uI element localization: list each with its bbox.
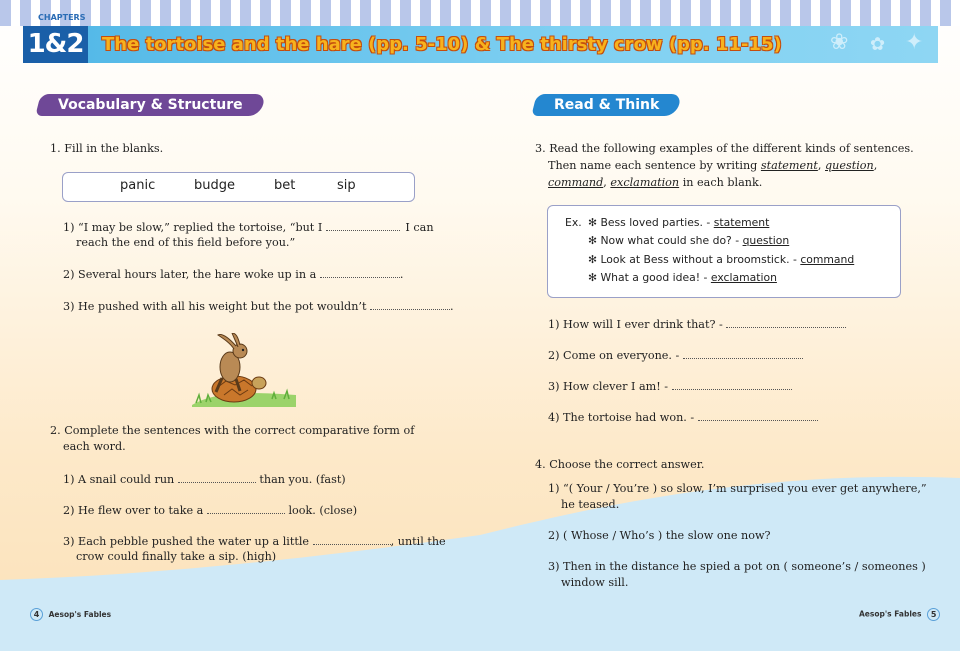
q3-item-1-blank[interactable] [726,316,846,328]
q1-prompt: 1. Fill in the blanks. [50,142,164,155]
example-kind: exclamation [710,271,777,284]
q1-item-2-blank[interactable] [320,266,400,278]
word-bank [62,172,415,202]
example-kind: command [800,253,855,266]
kind-question: question [825,159,874,172]
q3-item-2-text: 2) Come on everyone. - [548,349,680,362]
q1-item-3 [63,298,454,315]
section-vocabulary-label: Vocabulary & Structure [58,97,243,113]
q1-item-3-text: 3) He pushed with all his weight but the pot wouldn’t [63,300,367,313]
footer-book-title-left: Aesop's Fables [48,609,112,619]
q3-item-1 [548,316,846,333]
q1-item-1-text: 1) “I may be slow,” replied the tortoise, “but I [63,221,323,234]
q4-item-2[interactable]: 2) ( Whose / Who’s ) the slow one now? [548,529,771,542]
footer-left [30,608,111,621]
q2-item-3-cont: crow could finally take a sip. (high) [76,550,277,563]
kind-statement: statement [760,159,818,172]
q3-item-2 [548,347,803,364]
q3-line3-text: in each blank. [682,176,763,189]
page-number-right: 5 [927,608,940,621]
q2-item-2-text: 2) He flew over to take a [63,504,204,517]
q2-item-2-blank[interactable] [207,502,285,514]
q1-item-2-text: 2) Several hours later, the hare woke up in a [63,268,317,281]
q1-item-1-cont: reach the end of this field before you.” [76,236,296,249]
example-item: ✻ What a good idea! - exclamation [588,271,777,284]
example-sentence: What a good idea! - [600,271,708,284]
example-kind: question [742,234,790,247]
example-item: ✻ Bess loved parties. - statement [588,216,770,229]
example-kind: statement [713,216,770,229]
section-read-think [531,94,682,116]
q4-item-3-cont: window sill. [561,576,629,589]
q2-item-1-text: 1) A snail could run [63,473,175,486]
q3-line2: Then name each sentence by writing statement, question, [548,159,878,172]
q1-item-3-end: . [450,300,454,313]
star-icon: ✦ [905,30,924,55]
hare-tortoise-illustration [192,333,296,407]
q2-item-1-end: than you. (fast) [259,473,346,486]
footer-right [859,608,940,621]
q2-item-2-end: look. (close) [288,504,358,517]
word-bank-item: budge [194,178,235,193]
word-bank-item: sip [337,178,356,193]
q2-item-1 [63,471,346,488]
chapter-number: 1&2 [23,26,88,63]
q4-item-1[interactable]: 1) “( Your / You’re ) so slow, I’m surprised you ever get anywhere,” [548,482,927,495]
q4-item-3[interactable]: 3) Then in the distance he spied a pot on ( someone’s / someones ) [548,560,926,573]
q3-item-2-blank[interactable] [683,347,803,359]
example-item: ✻ Now what could she do? - question [588,234,790,247]
q1-item-1-text-end: I can [405,221,434,234]
page-number-left: 4 [30,608,43,621]
q2-item-3 [63,533,446,550]
q2-item-2 [63,502,357,519]
q3-line2-text: Then name each sentence by writing [548,159,758,172]
q1-item-1-blank[interactable] [326,219,400,231]
q3-item-3-blank[interactable] [672,378,792,390]
q2-item-1-blank[interactable] [178,471,256,483]
top-stripes [0,0,960,26]
q3-item-4 [548,409,818,426]
flower-icon: ✿ [870,34,886,55]
q1-item-1 [63,219,434,236]
q3-line3: command, exclamation in each blank. [548,176,763,189]
butterfly-icon: ❀ [830,30,849,55]
footer-book-title-right: Aesop's Fables [859,609,922,619]
q3-item-3-text: 3) How clever I am! - [548,380,669,393]
chapters-label: CHAPTERS [38,13,86,22]
q1-item-2-end: . [399,268,404,281]
q3-item-3 [548,378,792,395]
q3-line1: 3. Read the following examples of the different kinds of sentences. [535,142,914,155]
kind-command: command [548,176,604,189]
q2-prompt-line1: 2. Complete the sentences with the correct comparative form of [50,424,415,437]
q4-prompt: 4. Choose the correct answer. [535,458,705,471]
word-bank-item: panic [120,178,156,193]
example-item: ✻ Look at Bess without a broomstick. - command [588,253,855,266]
section-read-think-label: Read & Think [554,97,660,113]
word-bank-item: bet [274,178,296,193]
q3-item-4-text: 4) The tortoise had won. - [548,411,695,424]
q4-item-1-cont: he teased. [561,498,620,511]
q3-item-4-blank[interactable] [698,409,818,421]
section-vocabulary-structure [35,94,265,116]
example-sentence: Bess loved parties. - [600,216,711,229]
kind-exclamation: exclamation [610,176,680,189]
q2-item-3-end: , until the [390,535,446,548]
q1-item-3-blank[interactable] [370,298,450,310]
q3-item-1-text: 1) How will I ever drink that? - [548,318,723,331]
q2-prompt-line2: each word. [63,440,126,453]
examples-label: Ex. [565,216,582,229]
q2-item-3-text: 3) Each pebble pushed the water up a little [63,535,310,548]
page-title: The tortoise and the hare (pp. 5-10) & The thirsty crow (pp. 11-15) [102,34,782,55]
q1-item-2 [63,266,403,283]
example-sentence: Now what could she do? - [600,234,740,247]
q2-item-3-blank[interactable] [313,533,391,545]
example-sentence: Look at Bess without a broomstick. - [600,253,797,266]
